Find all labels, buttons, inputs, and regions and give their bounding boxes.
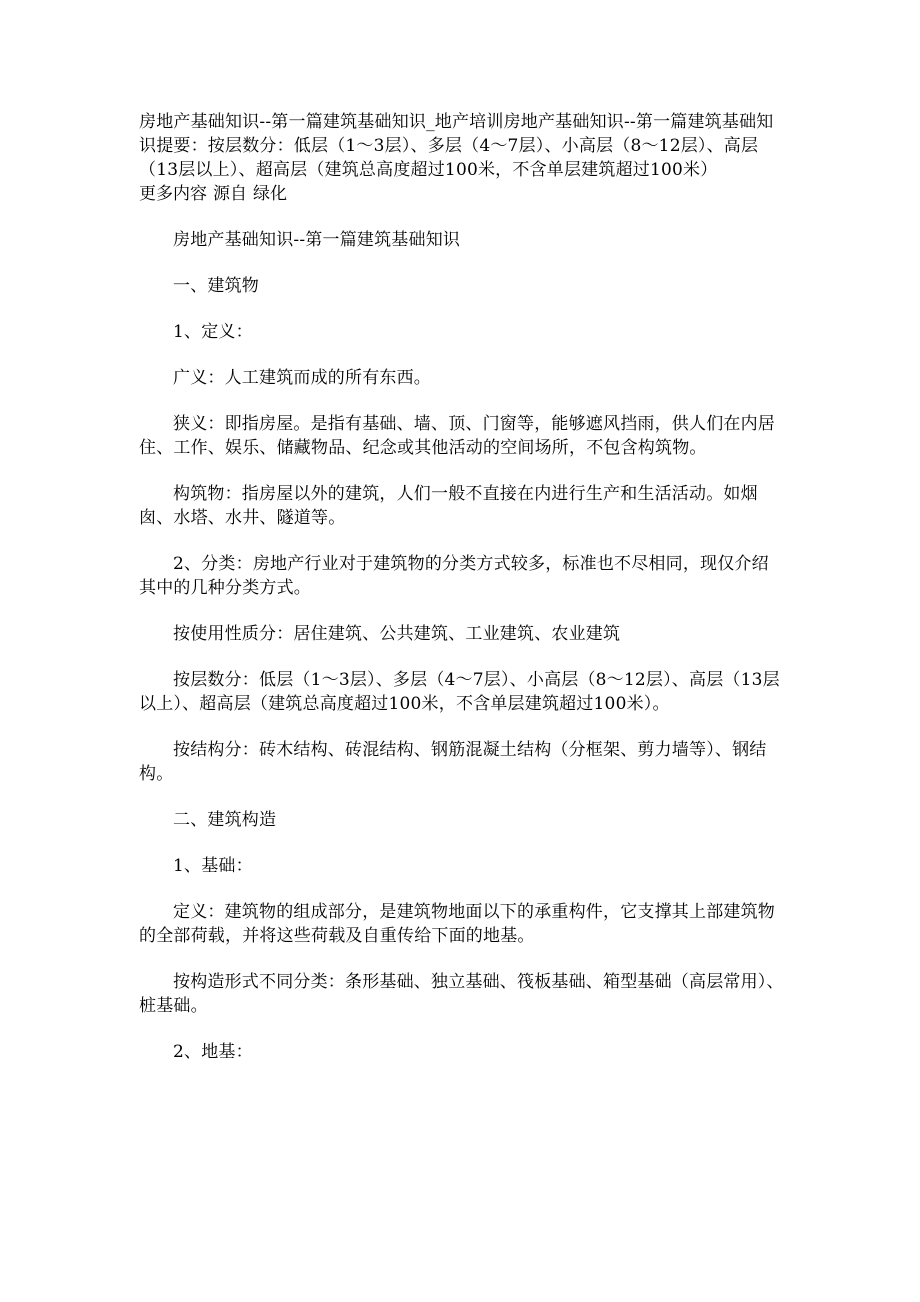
more-content-label: 更多内容 [139,184,207,204]
source-line [139,182,784,206]
paragraph-by-use: 按使用性质分：居住建筑、公共建筑、工业建筑、农业建筑 [173,624,621,644]
paragraph-broad-definition: 广义：人工建筑而成的所有东西。 [173,368,431,388]
intro-summary: 房地产基础知识--第一篇建筑基础知识_地产培训房地产基础知识--第一篇建筑基础知识提要：按层数分：低层（1～3层）、多层（4～7层）、小高层（8～12层）、高层（13层以上）、超高层（建筑总高度超过100米，不含单层建筑超过100米） [139,112,774,180]
paragraph-structures: 构筑物：指房屋以外的建筑，人们一般不直接在内进行生产和生活活动。如烟囱、水塔、水井、隧道等。 [139,484,758,528]
document-page [139,110,784,1086]
paragraph-foundation-types: 按构造形式不同分类：条形基础、独立基础、筏板基础、箱型基础（高层常用）、桩基础。 [139,972,784,1016]
subheading-foundation: 1、基础： [173,856,253,876]
section-heading-construction: 二、建筑构造 [173,810,277,830]
source-site-link[interactable]: 绿化 [253,184,287,204]
paragraph-foundation-definition: 定义：建筑物的组成部分，是建筑物地面以下的承重构件，它支撑其上部建筑物的全部荷载，并将这些荷载及自重传给下面的地基。 [139,902,775,946]
source-from-label: 源自 [213,184,247,204]
subheading-definition: 1、定义： [173,322,253,342]
subheading-subgrade: 2、地基： [173,1042,253,1062]
paragraph-classification: 2、分类：房地产行业对于建筑物的分类方式较多，标准也不尽相同，现仅介绍其中的几种分类方式。 [139,554,769,598]
paragraph-by-floors: 按层数分：低层（1～3层）、多层（4～7层）、小高层（8～12层）、高层（13层以上）、超高层（建筑总高度超过100米，不含单层建筑超过100米）。 [139,670,780,714]
section-heading-buildings: 一、建筑物 [173,276,259,296]
paragraph-narrow-definition: 狭义：即指房屋。是指有基础、墙、顶、门窗等，能够遮风挡雨，供人们在内居住、工作、娱乐、储藏物品、纪念或其他活动的空间场所，不包含构筑物。 [139,414,775,458]
document-title: 房地产基础知识--第一篇建筑基础知识 [173,230,461,250]
paragraph-by-structure: 按结构分：砖木结构、砖混结构、钢筋混凝土结构（分框架、剪力墙等）、钢结构。 [139,740,767,784]
